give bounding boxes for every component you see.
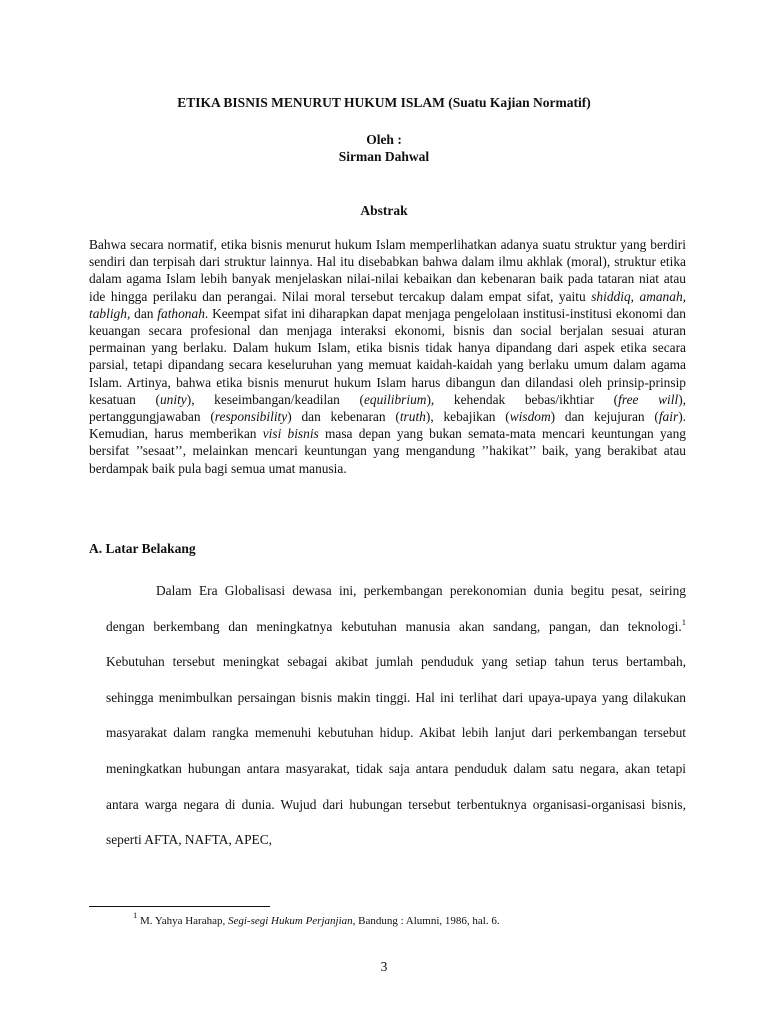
abstract-text: ), kebajikan (	[425, 409, 510, 425]
abstract-italic-term: fathonah	[157, 305, 205, 321]
abstract-text: ). Kemudian, harus memberikan	[89, 409, 686, 442]
section-text: Kebutuhan tersebut meningkat sebagai akibat jumlah penduduk yang setiap tahun terus bertambah, sehingga menimbulkan persaingan bisnis makin tinggi. Hal ini terlihat dari upaya-upaya yang dilakukan masyarakat dalam rangka memenuhi kebutuhan hidup. Akibat lebih lanjut dari perkembangan tersebut meningkatkan hubungan antara masyarakat, tidak saja antara penduduk dalam satu negara, akan tetapi antara warga negara di dunia. Wujud dari hubungan tersebut terbentuknya organisasi-organisasi bisnis, seperti AFTA, NAFTA, APEC,	[106, 654, 686, 848]
abstract-italic-term: wisdom	[509, 409, 551, 425]
footnote-marker: 1	[133, 910, 138, 920]
abstract-italic-term: free will	[618, 391, 679, 407]
abstract-text: . Keempat sifat ini diharapkan dapat menjaga pengelolaan institusi-institusi ekonomi dan keuangan secara profesional dan menjaga interaksi ekonomi, bisnis dan social berjalan sesuai aturan permainan yang berlaku. Dalam hukum Islam, etika bisnis tidak hanya dipandang dari aspek etika secara parsial, tetapi dipandang secara keseluruhan yang memuat kaidah-kaidah yang berlaku umum dalam agama Islam. Artinya, bahwa etika bisnis menurut hukum Islam harus dibangun dan dilandasi oleh prinsip-prinsip kesatuan (	[89, 305, 686, 407]
abstract-italic-term: fair	[658, 409, 679, 425]
footnote-text: , Bandung : Alumni, 1986, hal. 6.	[352, 915, 500, 927]
abstract-italic-term: visi bisnis	[262, 426, 319, 442]
abstract-heading: Abstrak	[360, 203, 408, 218]
abstract-text: , dan	[126, 305, 158, 321]
abstract-text: ), keseimbangan/keadilan (	[186, 391, 364, 407]
abstract-italic-term: truth	[399, 409, 426, 425]
abstract-text: ), pertanggungjawaban (	[89, 391, 687, 425]
footnote-text: M. Yahya Harahap,	[137, 915, 228, 927]
document-title: ETIKA BISNIS MENURUT HUKUM ISLAM (Suatu Kajian Normatif)	[177, 95, 591, 110]
abstract-text: ), kehendak bebas/ikhtiar (	[426, 391, 619, 407]
section-paragraph	[106, 573, 686, 858]
abstract-text: masa depan yang bukan semata-mata mencari keuntungan yang bersifat ’’sesaat’’, melainkan mencari keuntungan yang mengandung ’’hakikat’’ baik, yang berakibat atau berdampak baik pula bagi semua umat manusia.	[89, 426, 686, 476]
section-heading: A. Latar Belakang	[89, 541, 196, 556]
abstract-italic-term: shiddiq, amanah, tabligh	[89, 288, 686, 321]
footnote-book-title: Segi-segi Hukum Perjanjian	[227, 915, 353, 927]
footnote-reference[interactable]: 1	[681, 616, 686, 627]
footnote-divider	[89, 906, 270, 907]
abstract-text: ) dan kebenaran (	[287, 409, 400, 425]
page-number: 3	[380, 959, 388, 974]
byline-label: Oleh :	[366, 132, 402, 147]
abstract-italic-term: responsibility	[214, 409, 288, 425]
abstract-text: ) dan kejujuran (	[550, 409, 659, 425]
section-text: Dalam Era Globalisasi dewasa ini, perkembangan perekonomian dunia begitu pesat, seiring dengan berkembang dan meningkatnya kebutuhan manusia akan sandang, pangan, dan teknologi.	[106, 583, 686, 634]
author-name: Sirman Dahwal	[338, 149, 430, 164]
footnote	[133, 910, 693, 927]
abstract-italic-term: equilibrium	[363, 391, 427, 407]
abstract-paragraph	[89, 236, 686, 477]
abstract-text: Bahwa secara normatif, etika bisnis menurut hukum Islam memperlihatkan adanya suatu struktur yang berdiri sendiri dan terpisah dari struktur lainnya. Hal itu disebabkan bahwa dalam ilmu akhlak (moral), struktur etika dalam agama Islam lebih banyak menjelaskan nilai-nilai kebaikan dan kebenaran baik pada tataran niat atau ide hingga perilaku dan perangai. Nilai moral tersebut tercakup dalam empat sifat, yaitu	[89, 237, 686, 304]
abstract-italic-term: unity	[159, 391, 187, 407]
byline	[0, 131, 768, 165]
